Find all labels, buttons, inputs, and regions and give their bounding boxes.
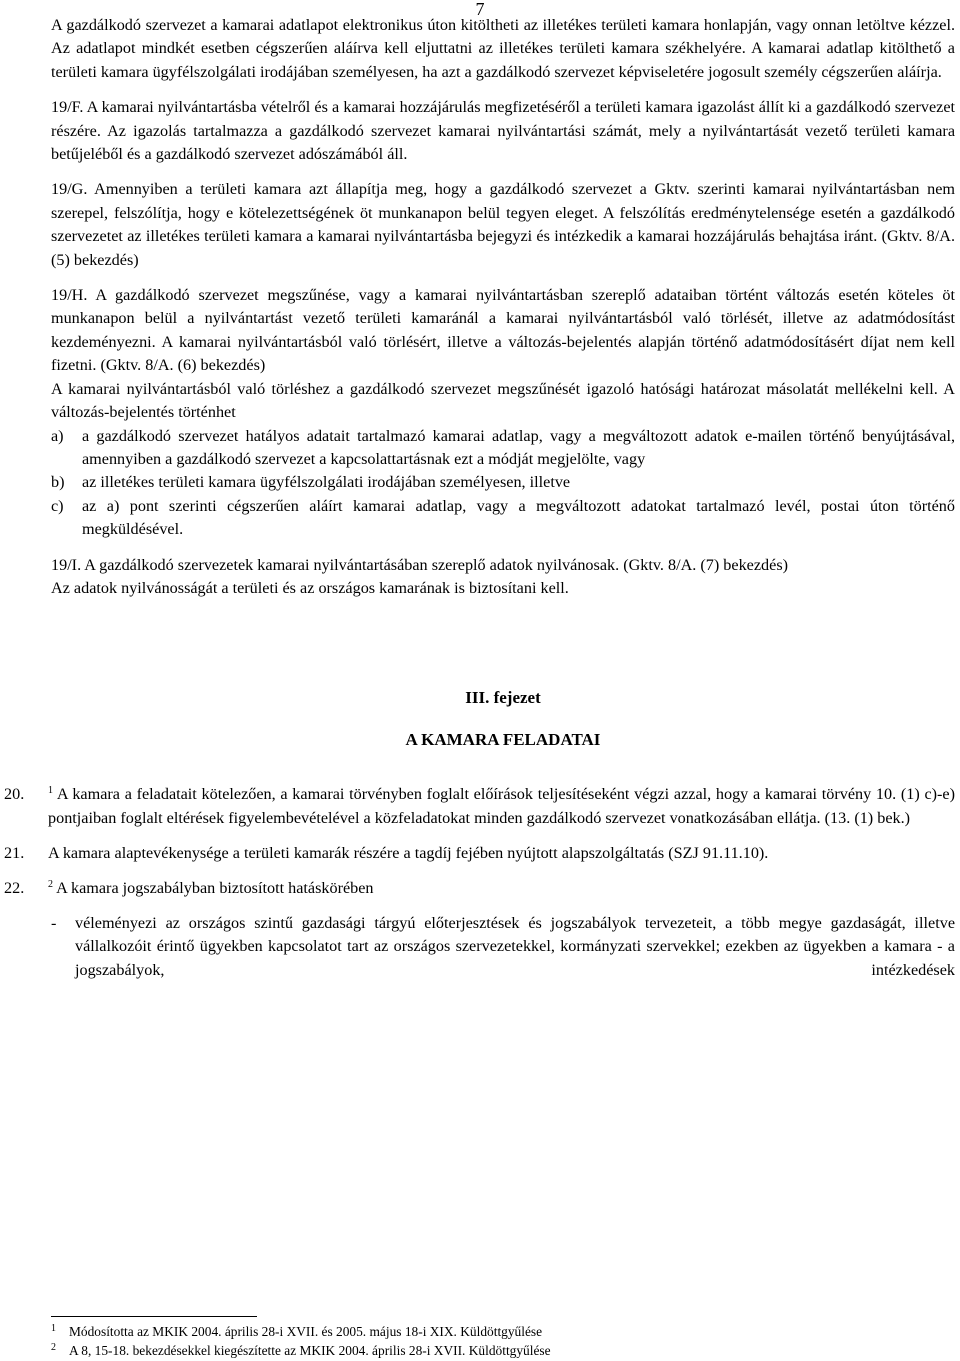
footnote xyxy=(51,1341,955,1360)
footnote-divider xyxy=(51,1316,257,1317)
section-number: 21. xyxy=(4,843,25,862)
section-text: A kamara a feladatait kötelezően, a kamarai törvényben foglalt előírások teljesítéseként végzi azzal, hogy a kamarai törvény 10. (1) c)-e) pontjaiban foglalt eltérések figyelembevételével a közfeladatokat minden gazdálkodó szervezet vonatkozásában ellátja. (13. (1) bek.) xyxy=(48,785,955,827)
section-20 xyxy=(4,783,955,830)
list-item xyxy=(51,471,955,494)
section-text-wrap xyxy=(48,783,955,830)
footnote-mark: 2 xyxy=(51,1342,56,1353)
footnotes xyxy=(51,1322,955,1360)
paragraph-19i: 19/I. A gazdálkodó szervezetek kamarai nyilvántartásában szereplő adatok nyilvánosak. (Gktv. 8/A. (7) bekezdés) xyxy=(51,555,789,574)
section-number: 20. xyxy=(4,785,25,804)
paragraph-19h: 19/H. A gazdálkodó szervezet megszűnése, vagy a kamarai nyilvántartásban szereplő adataiban történt változás esetén köteles öt munkanapon belül a nyilvántartást vezető területi kamaránál a kamarai nyilvántartásból való törlését, illetve az adatmódosítást kezdeményezni. A kamarai nyilvántartásból való törlésért, illetve a változás-bejelentés alapján történő adatmódosításért díjat nem kell fizetni. (Gktv. 8/A. (6) bekezdés) xyxy=(51,286,955,375)
paragraph-19h-continued: A kamarai nyilvántartásból való törléshez a gazdálkodó szervezet megszűnését igazoló hatósági határozat másolatát mellékelni kell. A változás-bejelentés történhet xyxy=(51,379,955,422)
document-body xyxy=(4,14,955,1358)
footnote-ref: 2 xyxy=(48,879,53,891)
chapter-number: III. fejezet xyxy=(465,688,541,708)
paragraph-intro: A gazdálkodó szervezet a kamarai adatlapot elektronikus úton kitöltheti az illetékes területi kamara honlapján, vagy onnan letöltve kézzel. Az adatlapot mindkét esetben cégszerűen aláírva kell eljuttatni az illetékes területi kamara székhelyére. A kamarai adatlap kitölthető a területi kamara ügyfélszolgálati irodájában személyesen, ha azt a gazdálkodó szervezet képviseletére jogosult személy cégszerűen aláírja. xyxy=(51,16,955,81)
list-item-text: véleményezi az országos szintű gazdasági tárgyú előterjesztések és jogszabályok tervezeteit, a több megye gazdaságát, illetve vállalkozóit érintő ügyekben kapcsolatot tart az országos szervezetekkel, kormányzati szervekkel; ezekben az ügyekben a kamara - a jogszabályok, intézkedések xyxy=(75,913,955,979)
list-item-dash: - xyxy=(51,913,57,932)
page-number: 7 xyxy=(475,0,485,19)
section-number: 22. xyxy=(4,879,25,898)
list-item-label: b) xyxy=(51,473,65,492)
powers-list xyxy=(51,912,955,982)
list-item-label: c) xyxy=(51,496,64,515)
footnote-text: A 8, 15-18. bekezdésekkel kiegészítette az MKIK 2004. április 28-i XVII. Küldöttgyűlése xyxy=(69,1343,551,1358)
list-item-text: az a) pont szerinti cégszerűen aláírt kamarai adatlap, vagy a megváltozott adatokat tartalmazó levél, postai úton történő megküldésével. xyxy=(82,496,955,539)
footnote-text: Módosította az MKIK 2004. április 28-i XVII. és 2005. május 18-i XIX. Küldöttgyűlése xyxy=(69,1324,543,1339)
section-21 xyxy=(4,842,955,865)
footnote-mark: 1 xyxy=(51,1323,56,1334)
chapter-title: A KAMARA FELADATAI xyxy=(405,729,601,749)
list-item-label: a) xyxy=(51,426,64,445)
footnote-ref: 1 xyxy=(48,785,53,797)
paragraph-19f: 19/F. A kamarai nyilvántartásba vételről és a kamarai hozzájárulás megfizetéséről a területi kamara igazolást állít ki a gazdálkodó szervezet részére. Az igazolás tartalmazza a gazdálkodó szervezet kamarai nyilvántartási számát, mely a nyilvántartását vezető területi kamara betűjeléből és a gazdálkodó szervezet adószámából áll. xyxy=(51,98,955,164)
footnote xyxy=(51,1322,955,1341)
list-item xyxy=(51,425,955,472)
list-item-text: az illetékes területi kamara ügyfélszolgálati irodájában személyesen, illetve xyxy=(82,473,571,492)
section-text-wrap xyxy=(48,877,955,900)
list-item xyxy=(51,495,955,542)
paragraph-19i-continued: Az adatok nyilvánosságát a területi és az országos kamarának is biztosítani kell. xyxy=(51,578,569,597)
paragraph-19g: 19/G. Amennyiben a területi kamara azt állapítja meg, hogy a gazdálkodó szervezet a Gktv. szerinti kamarai nyilvántartásban nem szerepel, felszólítja, hogy e kötelezettségének öt munkanapon belül tegyen eleget. A felszólítás eredménytelensége esetén a gazdálkodó szervezetet az illetékes területi kamara a kamarai nyilvántartásba bejegyzi és intézkedik a kamarai hozzájárulás behajtása iránt. (Gktv. 8/A. (5) bekezdés) xyxy=(51,180,955,269)
change-notification-list xyxy=(51,425,955,542)
list-item xyxy=(51,912,955,982)
list-item-text: a gazdálkodó szervezet hatályos adatait tartalmazó kamarai adatlap, vagy a megváltozott adatok e-mailen történő benyújtásával, amennyiben a gazdálkodó szervezet a kapcsolattartásnak ezt a módját megjelölte, vagy xyxy=(82,426,955,468)
section-text: A kamara jogszabályban biztosított hatáskörében xyxy=(56,879,374,898)
section-text: A kamara alaptevékenysége a területi kamarák részére a tagdíj fejében nyújtott alapszolgáltatás (SZJ 91.11.10). xyxy=(48,843,769,862)
section-22 xyxy=(4,877,955,900)
